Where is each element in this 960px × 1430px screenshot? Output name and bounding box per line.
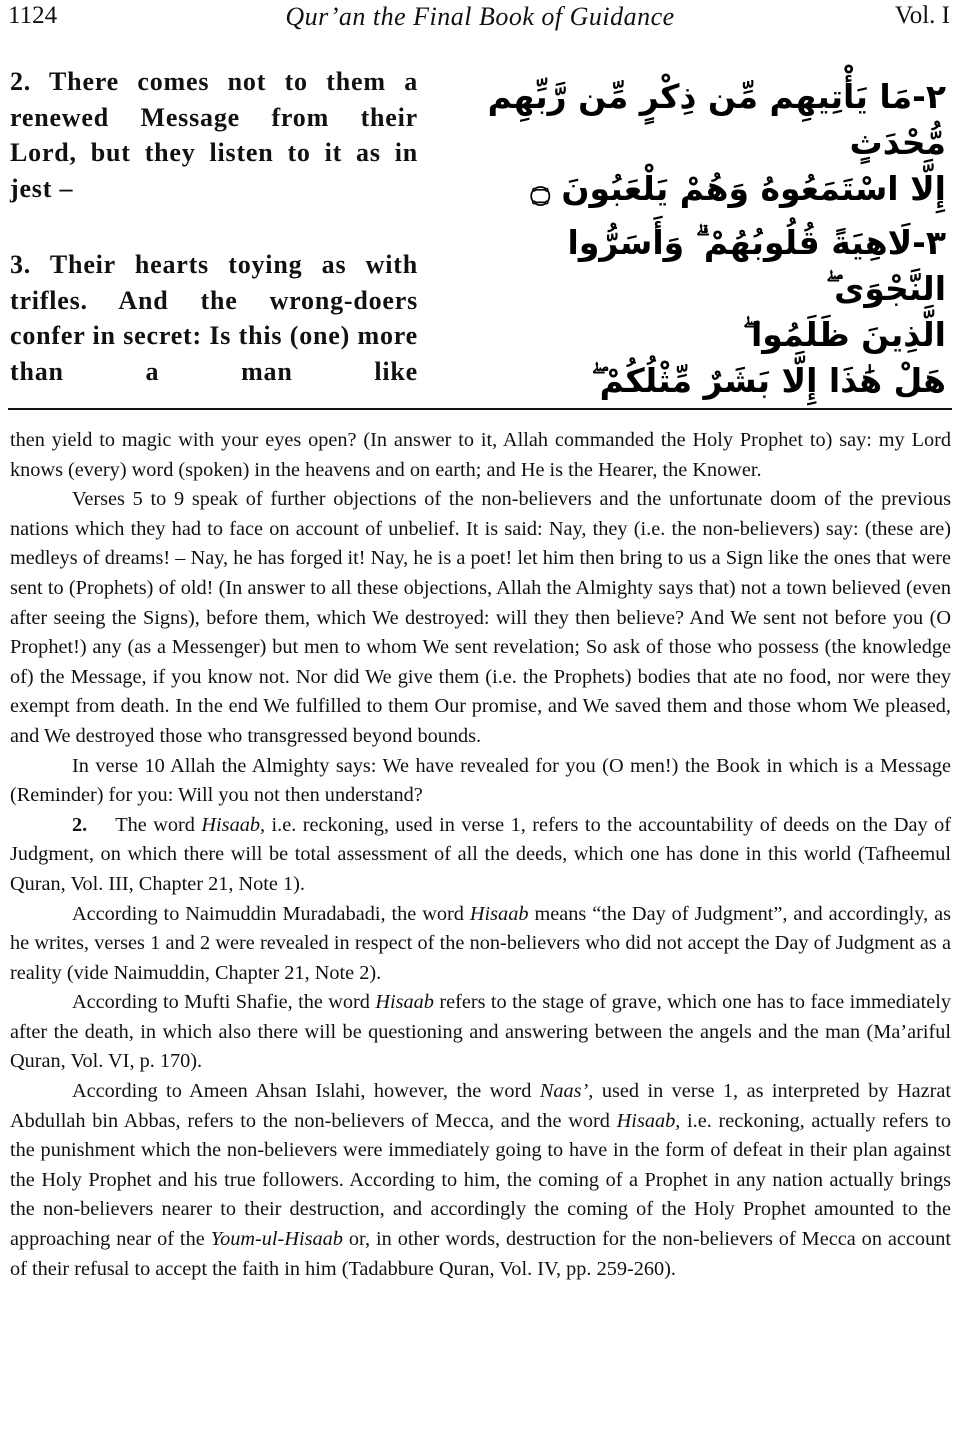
term-naas: Naas’, xyxy=(539,1080,594,1103)
verse-3-arabic xyxy=(476,220,946,404)
commentary-paragraph: then yield to magic with your eyes open? (In answer to it, Allah commanded the Holy Prophet to) say: my Lord knows (every) word (spoken) in the heavens and on earth; and He is the Hearer, the Knower. xyxy=(10,429,951,481)
verse-2-translation: 2. There comes not to them a renewed Message from their Lord, but they listen to it as in jest – xyxy=(10,67,418,203)
section-divider xyxy=(8,408,952,410)
commentary-paragraph: Verses 5 to 9 speak of further objections of the non-believers and the unfortunate doom of the previous nations which they had to face on account of unbelief. It is said: Nay, they (i.e. the non-believers) say: (these are) medleys of dreams! – Nay, he has forged it! Nay, he is a poet! let him then bring to us a Sign like the ones that were sent to (Prophets) of old! (In answer to all these objections, Allah the Almighty says that) not a town believed (even after seeing the Signs), before them, which We destroyed: will they then believe? And We sent not before you (O Prophet!) any (as a Messenger) but men to whom We sent revelation; So ask of those who possess (the knowledge of) the Message, if you know not. Nor did We give them (i.e. the Prophets) bodies that ate no food, nor were they exempt from death. In the end We fulfilled to them Our promise, and We saved them and those whom We pleased, and We destroyed those who transgressed beyond bounds. xyxy=(10,488,951,747)
page-number: 1124 xyxy=(8,2,58,29)
note-number: 2. xyxy=(72,813,88,836)
commentary xyxy=(10,426,951,1284)
volume-label: Vol. I xyxy=(894,2,950,29)
text-run: or, in other words, destruction for the non-believers of Mecca on account of their refusal to accept the faith in him (Tadabbure Quran, Vol. IV, pp. 259-260). xyxy=(10,1228,951,1280)
verse-2-arabic xyxy=(476,74,946,212)
verse-3-arabic-line: الَّذِينَ ظَلَمُوا ۖ xyxy=(742,315,946,354)
verse-3-arabic-line: هَلْ هَٰذَا إِلَّا بَشَرٌ مِّثْلُكُمْ ۖ xyxy=(591,361,946,400)
term-hisaab: Hisaab, xyxy=(201,813,266,836)
verse-3-translation: 3. Their hearts toying as with trifles. And the wrong-doers confer in secret: Is this (one) more than a man like xyxy=(10,250,418,386)
verse-3-arabic-line: ٣-لَاهِيَةً قُلُوبُهُمْ ۗ وَأَسَرُّوا النَّجْوَى ۖ xyxy=(567,223,946,308)
verse-2-arabic-line: ٢-مَا يَأْتِيهِم مِّن ذِكْرٍ مِّن رَّبِّهِم مُّحْدَثٍ xyxy=(487,77,946,162)
note-2-paragraph xyxy=(10,811,951,900)
term-hisaab: Hisaab xyxy=(375,991,434,1014)
text-run: According to Ameen Ahsan Islahi, however, the word xyxy=(72,1080,540,1103)
text-run: According to Mufti Shafie, the word xyxy=(72,991,376,1014)
term-youm-ul-hisaab: Youm-ul-Hisaab xyxy=(210,1228,343,1251)
text-run: refers to the stage of grave, which one has to face immediately after the death, in which also there will be questioning and answering between the angels and the man (Ma’ariful Quran, Vol. VI, p. 170). xyxy=(10,991,951,1073)
commentary-paragraph: In verse 10 Allah the Almighty says: We have revealed for you (O men!) the Book in which is a Message (Reminder) for you: Will you not then understand? xyxy=(10,754,951,807)
verse-2-arabic-line: إِلَّا اسْتَمَعُوهُ وَهُمْ يَلْعَبُونَ ۝ xyxy=(530,169,946,208)
text-run: used in verse 1, as interpreted by Hazrat Abdullah bin Abbas, refers to the non-believers of Mecca, and the word xyxy=(10,1080,951,1132)
commentary-paragraph xyxy=(10,900,951,989)
text-run: According to Naimuddin Muradabadi, the word xyxy=(72,902,470,925)
term-hisaab: Hisaab xyxy=(469,902,529,925)
term-hisaab: Hisaab, xyxy=(616,1109,681,1132)
verse-section xyxy=(0,60,960,405)
text-run: The word xyxy=(115,813,202,836)
page-header xyxy=(0,0,960,36)
text-run: i.e. reckoning, actually refers to the punishment which the non-believers were immediately going to have in the form of defeat in their plan against the Holy Prophet and his true followers. According to him, the coming of a Prophet in any nation actually brings the non-believers nearer to their destruction, and accordingly the coming of the Holy Prophet amounted to the approaching near of the xyxy=(10,1109,951,1251)
running-title: Qur’an the Final Book of Guidance xyxy=(285,2,675,31)
commentary-paragraph xyxy=(10,988,951,1077)
text-run: means “the Day of Judgment”, and accordingly, as he writes, verses 1 and 2 were revealed in respect of the non-believers who did not accept the Day of Judgment as a reality (vide Naimuddin, Chapter 21, Note 2). xyxy=(10,902,951,984)
text-run: i.e. reckoning, used in verse 1, refers to the accountability of deeds on the Day of Judgment, on which there will be total assessment of all the deeds, which one has done in this world (Tafheemul Quran, Vol. III, Chapter 21, Note 1). xyxy=(10,813,951,895)
commentary-paragraph xyxy=(10,1077,951,1284)
